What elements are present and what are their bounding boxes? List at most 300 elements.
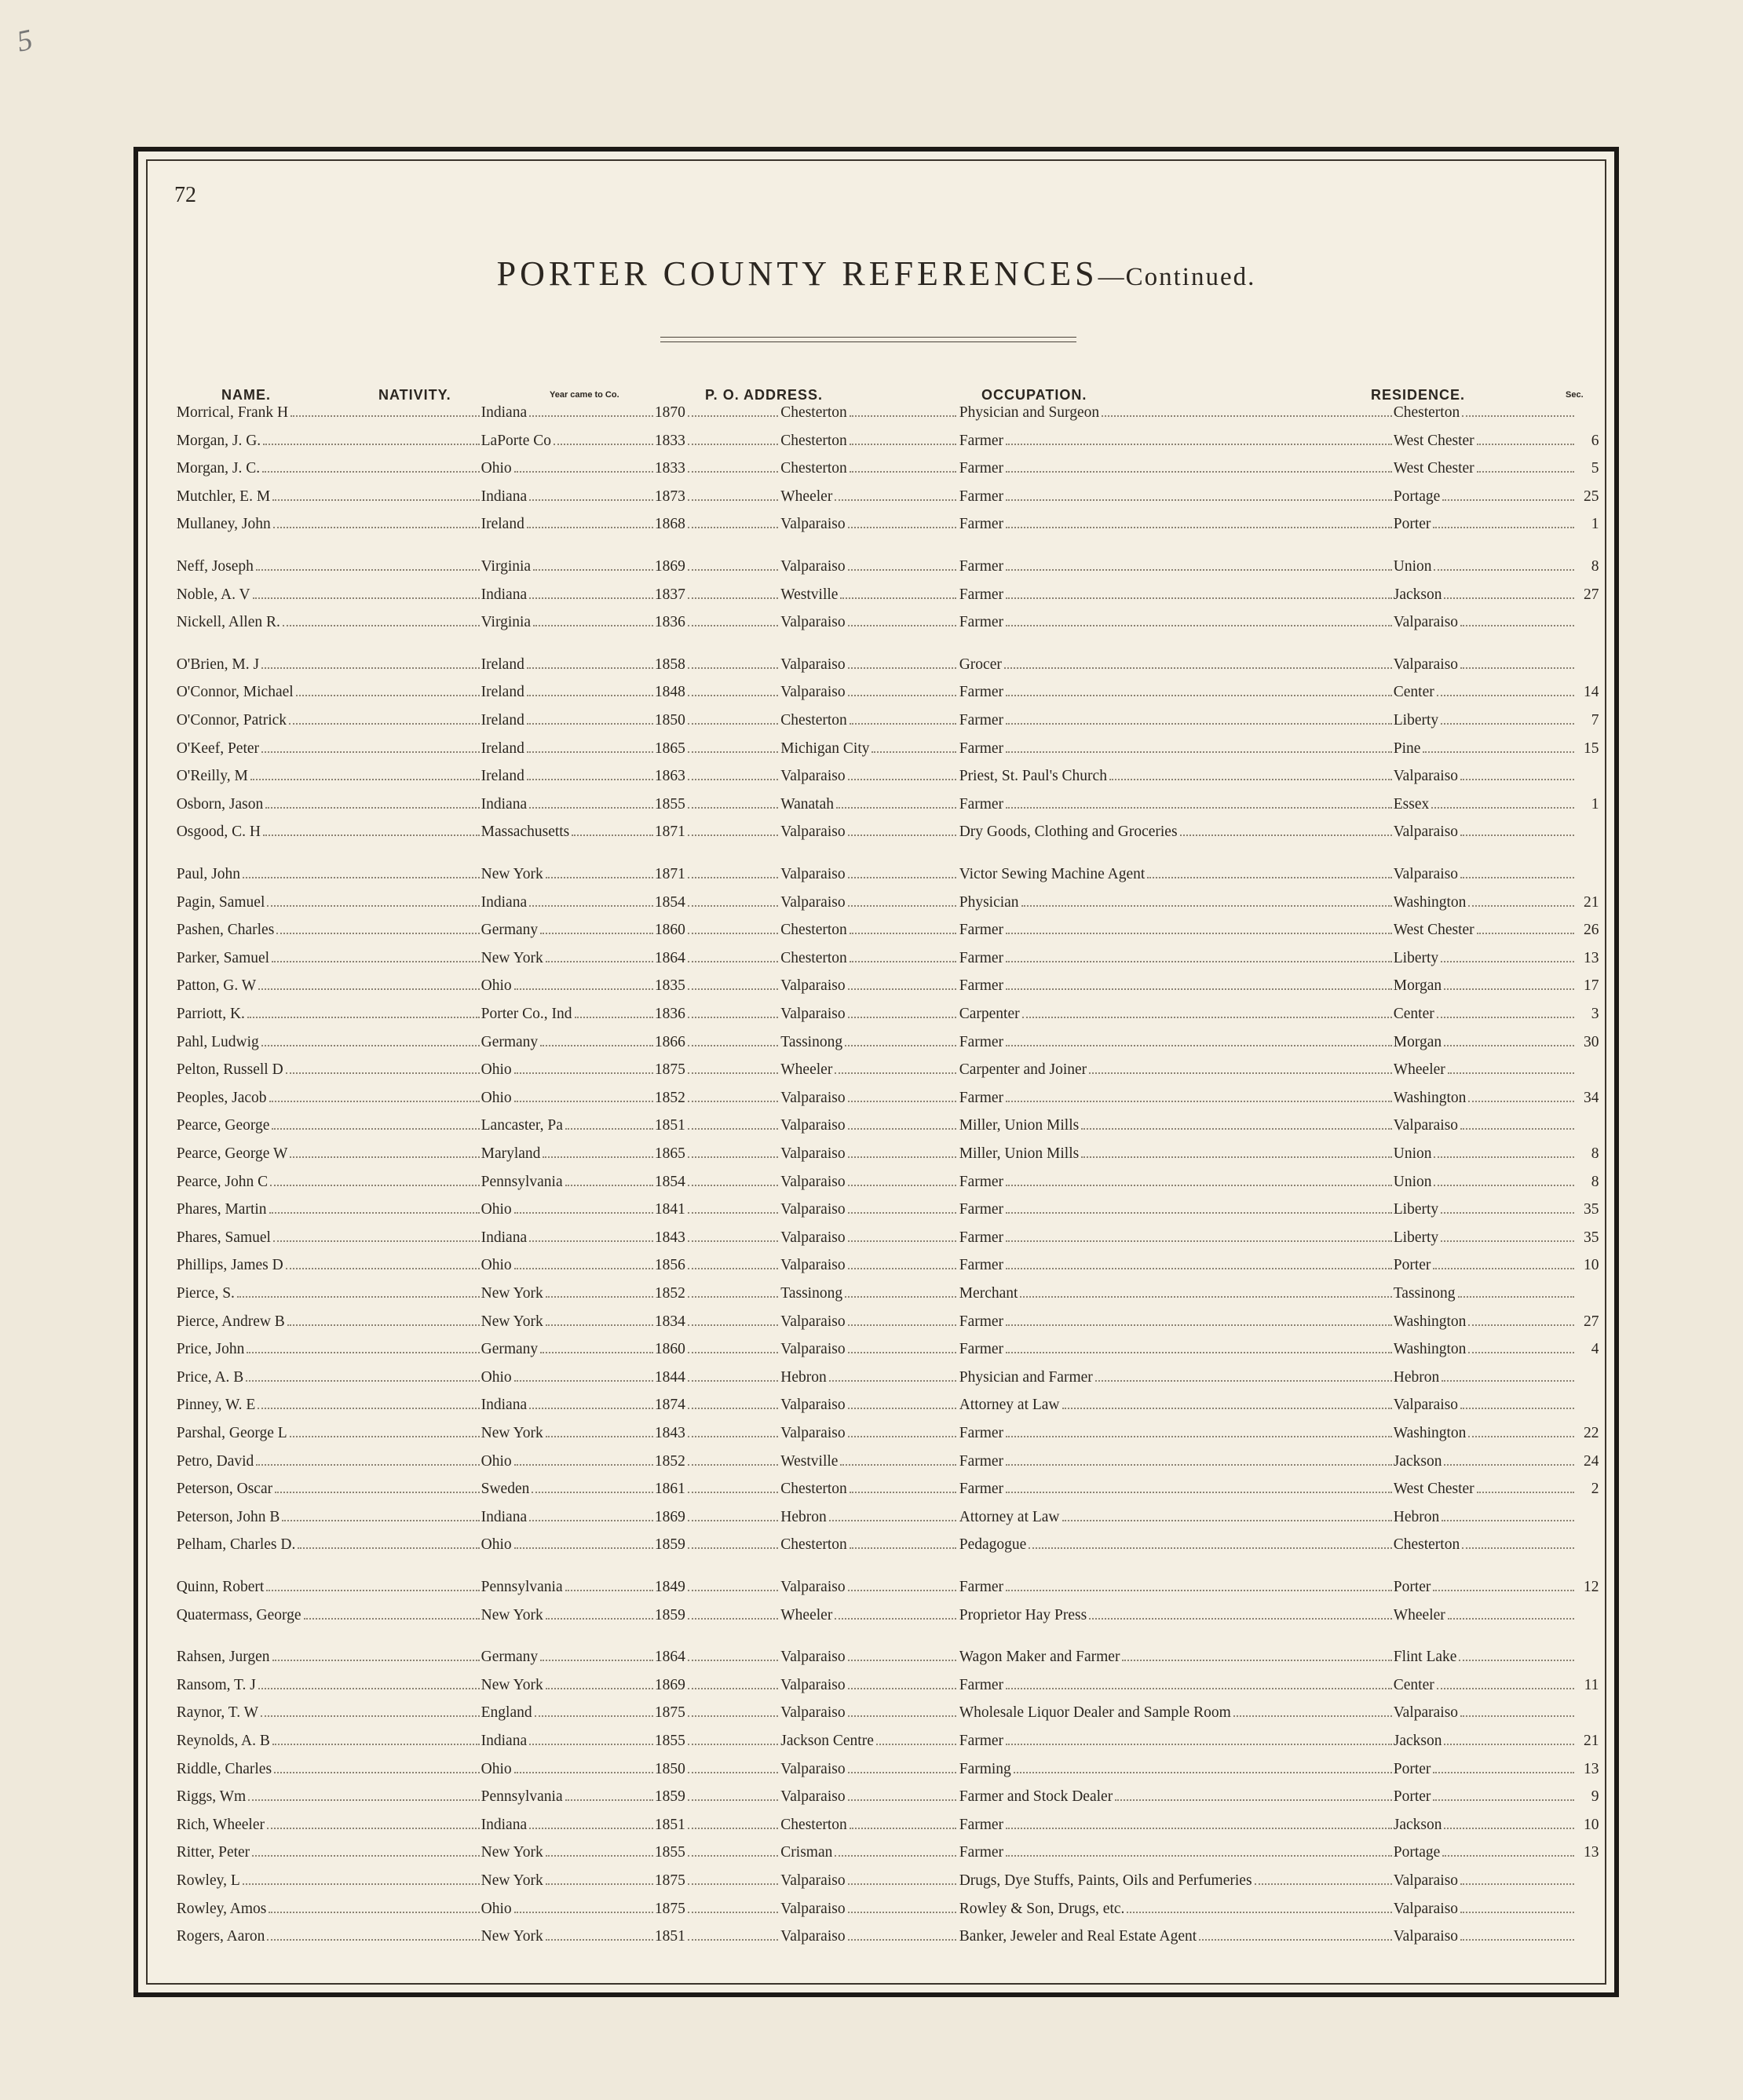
- residence-text: Valparaiso: [1393, 1872, 1459, 1889]
- cell-po: [780, 1369, 958, 1386]
- cell-nativity: [481, 1145, 655, 1163]
- leader-dots: [688, 1352, 778, 1353]
- po-text: Valparaiso: [780, 1676, 846, 1693]
- cell-po: [780, 712, 958, 729]
- leader-dots: [1006, 444, 1392, 445]
- residence-text: West Chester: [1393, 1481, 1474, 1498]
- name-text: Mutchler, E. M: [176, 488, 271, 505]
- cell-residence: [1394, 1117, 1575, 1134]
- nativity-text: New York: [481, 949, 543, 966]
- cell-year: [655, 768, 780, 785]
- header-year: Year came to Co.: [550, 390, 619, 400]
- leader-dots: [546, 961, 653, 962]
- table-row: [148, 977, 1605, 1004]
- residence-text: Valparaiso: [1393, 1900, 1459, 1917]
- residence-text: Union: [1393, 1145, 1432, 1162]
- nativity-text: Ireland: [481, 740, 524, 757]
- cell-occupation: [959, 712, 1394, 729]
- cell-occupation: [959, 1229, 1394, 1247]
- cell-sec: [1574, 1481, 1599, 1498]
- name-text: Pashen, Charles: [176, 922, 275, 939]
- leader-dots: [1448, 1618, 1575, 1620]
- cell-year: [655, 1817, 780, 1834]
- name-text: Phares, Martin: [176, 1201, 267, 1218]
- cell-occupation: [959, 516, 1394, 533]
- cell-residence: [1394, 1677, 1575, 1694]
- leader-dots: [848, 1408, 957, 1409]
- sec-text: 6: [1591, 432, 1599, 449]
- leader-dots: [252, 1855, 479, 1857]
- leader-dots: [532, 1492, 652, 1493]
- cell-year: [655, 516, 780, 533]
- leader-dots: [1477, 444, 1575, 445]
- year-text: 1856: [654, 1257, 685, 1274]
- leader-dots: [287, 1324, 480, 1326]
- leader-dots: [1006, 1185, 1392, 1186]
- cell-sec: [1574, 488, 1599, 506]
- cell-occupation: [959, 1677, 1394, 1694]
- name-text: Rowley, L: [176, 1872, 240, 1889]
- nativity-text: Germany: [481, 922, 539, 939]
- sec-text: 9: [1591, 1788, 1599, 1806]
- occupation-text: Farmer: [959, 460, 1004, 477]
- po-text: Valparaiso: [780, 1928, 846, 1945]
- sec-text: 7: [1591, 712, 1599, 729]
- leader-dots: [575, 1017, 653, 1018]
- year-text: 1864: [654, 1649, 685, 1666]
- sec-text: 24: [1583, 1452, 1599, 1470]
- cell-residence: [1394, 488, 1575, 506]
- name-text: Riggs, Wm: [176, 1788, 247, 1806]
- cell-po: [780, 614, 958, 631]
- table-row: [148, 433, 1605, 459]
- cell-sec: [1574, 1677, 1599, 1694]
- leader-dots: [1006, 807, 1392, 809]
- leader-dots: [1468, 1352, 1574, 1353]
- residence-text: Portage: [1393, 488, 1441, 505]
- leader-dots: [1442, 1855, 1574, 1857]
- name-text: Peterson, Oscar: [176, 1481, 273, 1498]
- cell-year: [655, 1285, 780, 1302]
- sec-text: 12: [1583, 1579, 1599, 1595]
- cell-occupation: [959, 1006, 1394, 1023]
- po-text: Tassinong: [780, 1285, 843, 1302]
- leader-dots: [688, 1828, 778, 1829]
- year-text: 1875: [654, 1704, 685, 1722]
- year-text: 1849: [654, 1579, 685, 1595]
- leader-dots: [1468, 905, 1574, 907]
- cell-residence: [1394, 684, 1575, 701]
- cell-nativity: [481, 586, 655, 604]
- occupation-text: Proprietor Hay Press: [959, 1606, 1087, 1623]
- table-row: [148, 1788, 1605, 1815]
- occupation-text: Farmer: [959, 712, 1004, 729]
- leader-dots: [529, 1408, 653, 1409]
- cell-po: [780, 1397, 958, 1414]
- leader-dots: [850, 723, 956, 725]
- cell-po: [780, 894, 958, 911]
- residence-text: Valparaiso: [1393, 768, 1459, 785]
- residence-text: Jackson: [1393, 586, 1442, 603]
- table-row: [148, 740, 1605, 767]
- year-text: 1874: [654, 1397, 685, 1414]
- leader-dots: [267, 905, 479, 907]
- cell-year: [655, 404, 780, 422]
- leader-dots: [1460, 625, 1574, 626]
- po-text: Wanatah: [780, 795, 835, 813]
- leader-dots: [1433, 1799, 1574, 1801]
- cell-sec: [1574, 740, 1599, 758]
- cell-residence: [1394, 1257, 1575, 1274]
- cell-year: [655, 558, 780, 575]
- nativity-text: Lancaster, Pa: [481, 1117, 563, 1134]
- table-row: [148, 1117, 1605, 1144]
- occupation-text: Dry Goods, Clothing and Groceries: [959, 824, 1178, 841]
- name-text: Quinn, Robert: [176, 1579, 265, 1595]
- nativity-text: New York: [481, 866, 543, 882]
- po-text: Westville: [780, 586, 839, 603]
- cell-occupation: [959, 684, 1394, 701]
- cell-po: [780, 866, 958, 883]
- cell-name: [177, 1201, 481, 1218]
- occupation-text: Merchant: [959, 1285, 1018, 1302]
- cell-occupation: [959, 768, 1394, 785]
- cell-residence: [1394, 516, 1575, 533]
- cell-residence: [1394, 1145, 1575, 1163]
- leader-dots: [1115, 1799, 1392, 1801]
- cell-po: [780, 684, 958, 701]
- leader-dots: [1006, 1240, 1392, 1242]
- residence-text: Hebron: [1393, 1508, 1440, 1525]
- cell-nativity: [481, 1034, 655, 1051]
- leader-dots: [845, 1045, 956, 1046]
- name-text: Parker, Samuel: [176, 949, 270, 966]
- cell-occupation: [959, 740, 1394, 758]
- leader-dots: [848, 1156, 957, 1158]
- leader-dots: [247, 1017, 480, 1018]
- leader-dots: [1433, 1772, 1574, 1773]
- cell-po: [780, 488, 958, 506]
- nativity-text: Indiana: [481, 1733, 528, 1749]
- cell-sec: [1574, 1844, 1599, 1861]
- leader-dots: [514, 1072, 653, 1074]
- sec-text: 35: [1583, 1201, 1599, 1218]
- year-text: 1854: [654, 1173, 685, 1190]
- cell-name: [177, 796, 481, 813]
- cell-residence: [1394, 1817, 1575, 1834]
- occupation-text: Attorney at Law: [959, 1508, 1060, 1525]
- cell-occupation: [959, 404, 1394, 422]
- leader-dots: [290, 1436, 480, 1437]
- cell-name: [177, 824, 481, 841]
- po-text: Valparaiso: [780, 1649, 846, 1666]
- leader-dots: [848, 1017, 957, 1018]
- name-text: O'Connor, Patrick: [176, 712, 287, 729]
- leader-dots: [529, 1520, 653, 1521]
- cell-residence: [1394, 1174, 1575, 1191]
- cell-year: [655, 1761, 780, 1778]
- po-text: Hebron: [780, 1368, 827, 1386]
- nativity-text: Pennsylvania: [481, 1579, 563, 1595]
- leader-dots: [1006, 1324, 1392, 1326]
- cell-year: [655, 1536, 780, 1554]
- residence-text: Jackson: [1393, 1733, 1442, 1749]
- leader-dots: [276, 933, 479, 934]
- leader-dots: [1460, 1408, 1574, 1409]
- leader-dots: [1029, 1547, 1391, 1549]
- nativity-text: Ohio: [481, 1257, 512, 1274]
- year-text: 1859: [654, 1536, 685, 1554]
- leader-dots: [1022, 1017, 1392, 1018]
- nativity-text: Indiana: [481, 893, 528, 911]
- leader-dots: [527, 751, 653, 753]
- cell-occupation: [959, 866, 1394, 883]
- leader-dots: [1014, 1772, 1392, 1773]
- cell-po: [780, 656, 958, 674]
- occupation-text: Wagon Maker and Farmer: [959, 1649, 1120, 1666]
- po-text: Valparaiso: [780, 768, 846, 785]
- cell-occupation: [959, 1649, 1394, 1666]
- leader-dots: [269, 1912, 479, 1913]
- name-text: Osborn, Jason: [176, 795, 264, 813]
- leader-dots: [1102, 415, 1392, 417]
- cell-sec: [1574, 796, 1599, 813]
- cell-occupation: [959, 1817, 1394, 1834]
- table-row: [148, 1201, 1605, 1228]
- leader-dots: [688, 1883, 778, 1885]
- name-text: Raynor, T. W: [176, 1704, 259, 1722]
- leader-dots: [1460, 1128, 1574, 1130]
- occupation-text: Farmer: [959, 1844, 1004, 1861]
- nativity-text: New York: [481, 1425, 543, 1441]
- cell-sec: [1574, 712, 1599, 729]
- leader-dots: [283, 625, 480, 626]
- table-row: [148, 824, 1605, 850]
- leader-dots: [688, 1590, 778, 1591]
- occupation-text: Miller, Union Mills: [959, 1117, 1080, 1134]
- cell-occupation: [959, 1509, 1394, 1526]
- cell-name: [177, 1872, 481, 1890]
- nativity-text: Ohio: [481, 977, 512, 995]
- residence-text: Valparaiso: [1393, 656, 1459, 673]
- table-row: [148, 894, 1605, 921]
- table-row: [148, 558, 1605, 585]
- leader-dots: [261, 751, 480, 753]
- leader-dots: [290, 1156, 479, 1158]
- cell-occupation: [959, 1481, 1394, 1498]
- cell-residence: [1394, 1761, 1575, 1778]
- cell-year: [655, 1481, 780, 1498]
- leader-dots: [529, 597, 653, 599]
- leader-dots: [1122, 1660, 1391, 1661]
- occupation-text: Farmer: [959, 1257, 1004, 1274]
- residence-text: Porter: [1393, 1579, 1431, 1595]
- cell-nativity: [481, 1257, 655, 1274]
- cell-sec: [1574, 516, 1599, 533]
- cell-nativity: [481, 1817, 655, 1834]
- leader-dots: [272, 1660, 480, 1661]
- table-row: [148, 1257, 1605, 1284]
- name-text: Patton, G. W: [176, 977, 257, 995]
- year-text: 1868: [654, 516, 685, 533]
- leader-dots: [1441, 961, 1574, 962]
- table-row: [148, 796, 1605, 823]
- leader-dots: [1006, 1492, 1392, 1493]
- cell-occupation: [959, 977, 1394, 995]
- cell-occupation: [959, 1145, 1394, 1163]
- leader-dots: [1442, 1380, 1574, 1382]
- cell-year: [655, 1844, 780, 1861]
- table-row: [148, 1229, 1605, 1256]
- leader-dots: [688, 1380, 778, 1382]
- nativity-text: Indiana: [481, 1397, 528, 1414]
- leader-dots: [848, 1324, 957, 1326]
- cell-po: [780, 1090, 958, 1107]
- leader-dots: [272, 1744, 480, 1745]
- leader-dots: [1062, 1408, 1392, 1409]
- leader-dots: [1434, 1156, 1574, 1158]
- cell-residence: [1394, 586, 1575, 604]
- leader-dots: [565, 1590, 653, 1591]
- cell-residence: [1394, 1201, 1575, 1218]
- leader-dots: [848, 1939, 957, 1941]
- residence-text: West Chester: [1393, 460, 1474, 477]
- leader-dots: [237, 1296, 480, 1298]
- cell-year: [655, 1174, 780, 1191]
- leader-dots: [1437, 1017, 1575, 1018]
- leader-dots: [848, 1590, 957, 1591]
- residence-text: Wheeler: [1393, 1061, 1445, 1079]
- leader-dots: [688, 1212, 778, 1214]
- name-text: Morgan, J. G.: [176, 432, 261, 449]
- year-text: 1836: [654, 614, 685, 631]
- leader-dots: [266, 1590, 479, 1591]
- residence-text: Liberty: [1393, 1229, 1439, 1246]
- table-row: [148, 768, 1605, 794]
- leader-dots: [1460, 835, 1574, 836]
- cell-po: [780, 433, 958, 450]
- leader-dots: [688, 1408, 778, 1409]
- po-text: Chesterton: [780, 712, 847, 729]
- table-row: [148, 1174, 1605, 1200]
- po-text: Valparaiso: [780, 824, 846, 841]
- cell-po: [780, 740, 958, 758]
- title-main: PORTER COUNTY REFERENCES: [496, 254, 1098, 293]
- table-row: [148, 1607, 1605, 1634]
- residence-text: Morgan: [1393, 1033, 1442, 1050]
- nativity-text: Pennsylvania: [481, 1788, 563, 1806]
- occupation-text: Farmer: [959, 1481, 1004, 1498]
- nativity-text: Ireland: [481, 516, 524, 533]
- cell-year: [655, 796, 780, 813]
- leader-dots: [688, 835, 778, 836]
- cell-residence: [1394, 1425, 1575, 1442]
- po-text: Valparaiso: [780, 1145, 846, 1162]
- cell-name: [177, 922, 481, 939]
- leader-dots: [688, 1017, 778, 1018]
- cell-sec: [1574, 1341, 1599, 1358]
- residence-text: Wheeler: [1393, 1606, 1445, 1623]
- leader-dots: [263, 835, 480, 836]
- leader-dots: [688, 1744, 778, 1745]
- leader-dots: [514, 1101, 653, 1102]
- nativity-text: Virginia: [481, 558, 532, 575]
- cell-name: [177, 1607, 481, 1624]
- leader-dots: [1460, 779, 1574, 780]
- cell-sec: [1574, 1229, 1599, 1247]
- name-text: Noble, A. V: [176, 586, 250, 603]
- name-text: O'Reilly, M: [176, 768, 248, 785]
- cell-residence: [1394, 404, 1575, 422]
- name-text: Pagin, Samuel: [176, 893, 265, 911]
- cell-po: [780, 977, 958, 995]
- cell-residence: [1394, 1369, 1575, 1386]
- po-text: Chesterton: [780, 432, 847, 449]
- nativity-text: Porter Co., Ind: [481, 1006, 572, 1022]
- leader-dots: [688, 597, 778, 599]
- year-text: 1844: [654, 1368, 685, 1386]
- leader-dots: [1460, 1912, 1574, 1913]
- residence-text: Valparaiso: [1393, 824, 1459, 841]
- year-text: 1870: [654, 404, 685, 421]
- po-text: Chesterton: [780, 922, 847, 939]
- leader-dots: [1199, 1939, 1392, 1941]
- cell-po: [780, 922, 958, 939]
- occupation-text: Carpenter and Joiner: [959, 1061, 1087, 1079]
- cell-sec: [1574, 894, 1599, 911]
- cell-nativity: [481, 1285, 655, 1302]
- cell-residence: [1394, 1928, 1575, 1945]
- cell-name: [177, 1341, 481, 1358]
- leader-dots: [1006, 1352, 1392, 1353]
- cell-occupation: [959, 894, 1394, 911]
- cell-po: [780, 1174, 958, 1191]
- leader-dots: [1460, 877, 1574, 878]
- leader-dots: [835, 1072, 956, 1074]
- leader-dots: [850, 471, 956, 473]
- cell-nativity: [481, 824, 655, 841]
- table-row: [148, 1579, 1605, 1605]
- leader-dots: [850, 444, 956, 445]
- leader-dots: [848, 1688, 957, 1689]
- table-row: [148, 1901, 1605, 1927]
- occupation-text: Grocer: [959, 656, 1002, 673]
- po-text: Crisman: [780, 1844, 833, 1861]
- cell-nativity: [481, 1397, 655, 1414]
- nativity-text: Germany: [481, 1341, 539, 1358]
- residence-text: Liberty: [1393, 712, 1439, 729]
- cell-year: [655, 460, 780, 477]
- leader-dots: [1468, 1324, 1574, 1326]
- name-text: Neff, Joseph: [176, 558, 254, 575]
- leader-dots: [688, 1045, 778, 1046]
- leader-dots: [514, 1464, 653, 1466]
- leader-dots: [829, 1380, 956, 1382]
- leader-dots: [848, 569, 957, 571]
- cell-occupation: [959, 1901, 1394, 1918]
- cell-year: [655, 950, 780, 967]
- leader-dots: [688, 1324, 778, 1326]
- cell-year: [655, 433, 780, 450]
- cell-sec: [1574, 586, 1599, 604]
- page-number: 72: [174, 183, 196, 207]
- year-text: 1843: [654, 1425, 685, 1441]
- year-text: 1875: [654, 1900, 685, 1917]
- residence-text: Liberty: [1393, 949, 1439, 966]
- cell-year: [655, 1090, 780, 1107]
- residence-text: Porter: [1393, 1788, 1431, 1806]
- cell-occupation: [959, 1733, 1394, 1750]
